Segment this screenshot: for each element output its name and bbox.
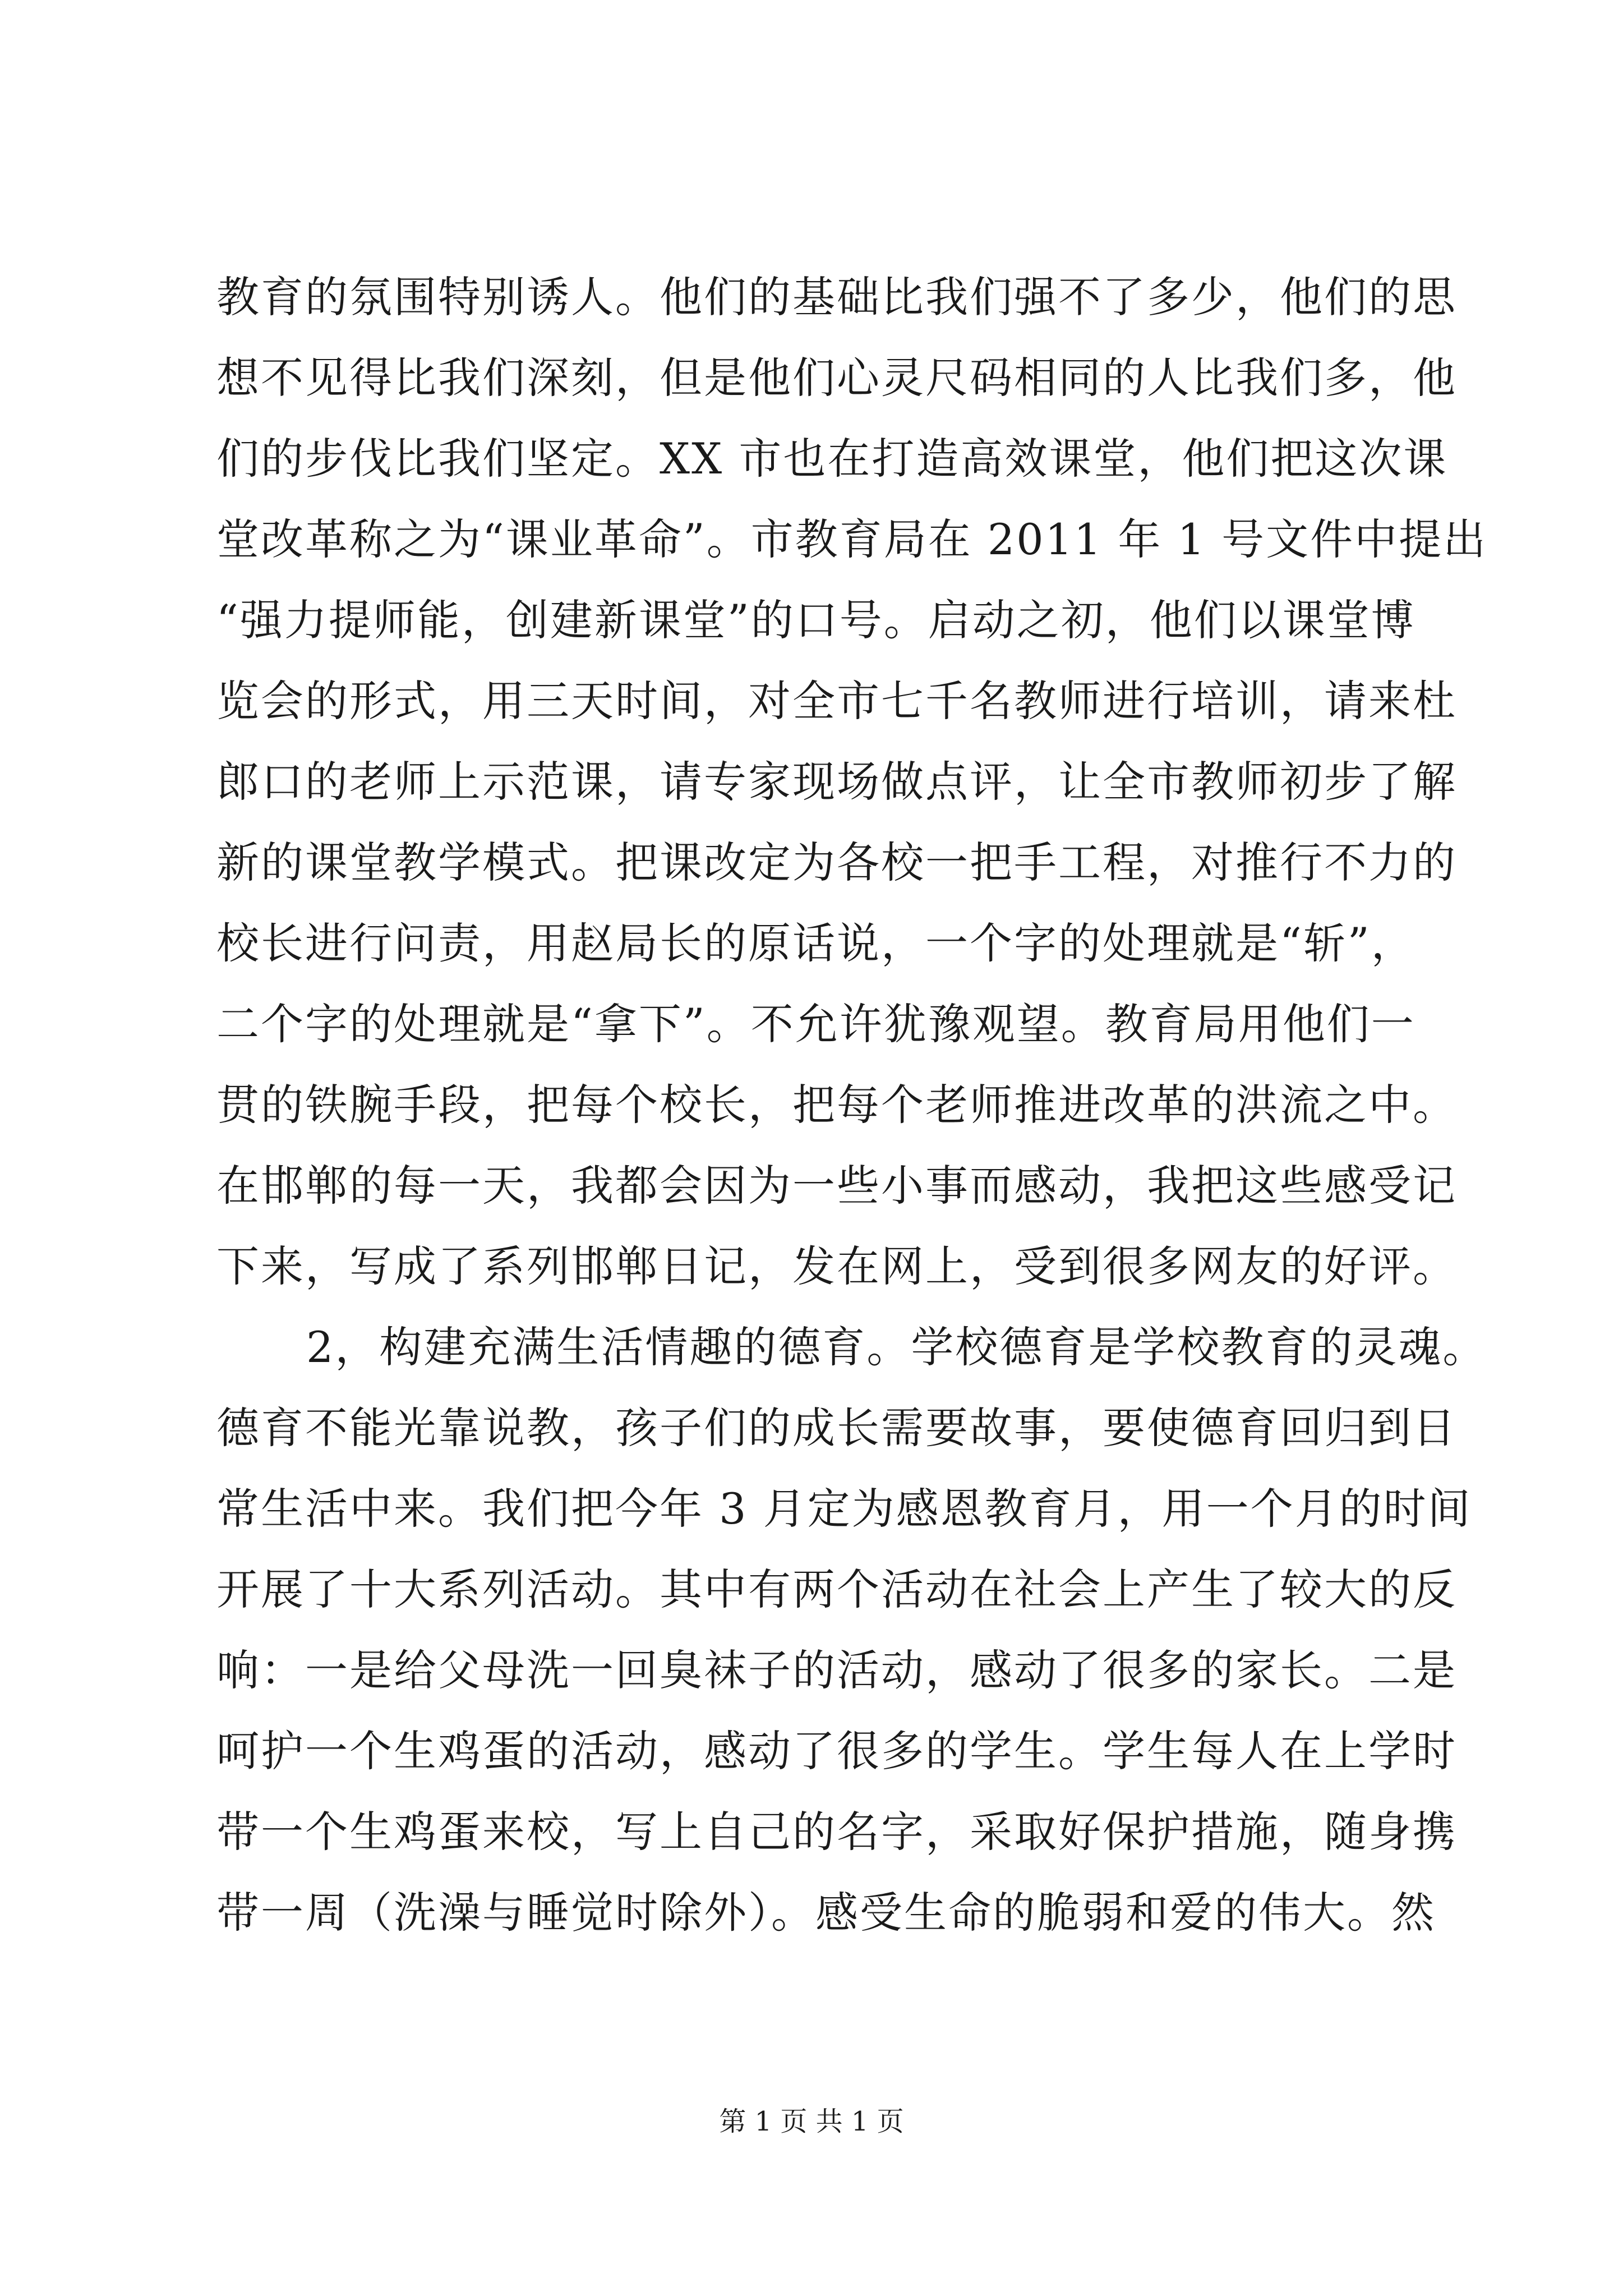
page-footer: 第 1 页 共 1 页 (719, 2106, 904, 2137)
paragraph-2-line-7: 带一个生鸡蛋来校，写上自己的名字，采取好保护措施，随身携 (216, 1807, 1457, 1857)
paragraph-1-line-12: 在邯郸的每一天，我都会因为一些小事而感动，我把这些感受记 (216, 1161, 1457, 1211)
paragraph-1-line-4: 堂改革称之为“课业革命”。市教育局在 2011 年 1 号文件中提出 (216, 514, 1488, 564)
paragraph-1-line-2: 想不见得比我们深刻，但是他们心灵尺码相同的人比我们多，他 (216, 353, 1457, 403)
paragraph-1-line-5: “强力提师能，创建新课堂”的口号。启动之初，他们以课堂博 (216, 595, 1415, 645)
paragraph-2-line-1: 2，构建充满生活情趣的德育。学校德育是学校教育的灵魂。 (306, 1322, 1487, 1372)
paragraph-1-line-11: 贯的铁腕手段，把每个校长，把每个老师推进改革的洪流之中。 (216, 1080, 1457, 1130)
paragraph-1-line-8: 新的课堂教学模式。把课改定为各校一把手工程，对推行不力的 (216, 838, 1457, 887)
paragraph-1-line-3: 们的步伐比我们坚定。XX 市也在打造高效课堂，他们把这次课 (216, 434, 1448, 484)
paragraph-1-line-9: 校长进行问责，用赵局长的原话说，一个字的处理就是“斩”， (216, 918, 1415, 968)
paragraph-2-line-4: 开展了十大系列活动。其中有两个活动在社会上产生了较大的反 (216, 1565, 1457, 1614)
paragraph-2-line-2: 德育不能光靠说教，孩子们的成长需要故事，要使德育回归到日 (216, 1403, 1457, 1453)
paragraph-2-line-5: 响：一是给父母洗一回臭袜子的活动，感动了很多的家长。二是 (216, 1645, 1457, 1695)
paragraph-1-line-10: 二个字的处理就是“拿下”。不允许犹豫观望。教育局用他们一 (216, 999, 1415, 1049)
paragraph-2-line-3: 常生活中来。我们把今年 3 月定为感恩教育月，用一个月的时间 (216, 1484, 1472, 1534)
paragraph-1-line-13: 下来，写成了系列邯郸日记，发在网上，受到很多网友的好评。 (216, 1241, 1457, 1291)
paragraph-2-line-6: 呵护一个生鸡蛋的活动，感动了很多的学生。学生每人在上学时 (216, 1726, 1457, 1776)
paragraph-2-line-8: 带一周（洗澡与睡觉时除外）。感受生命的脆弱和爱的伟大。然 (216, 1888, 1436, 1938)
paragraph-1-line-7: 郎口的老师上示范课，请专家现场做点评，让全市教师初步了解 (216, 757, 1457, 807)
paragraph-1-line-6: 览会的形式，用三天时间，对全市七千名教师进行培训，请来杜 (216, 676, 1457, 726)
paragraph-1-line-1: 教育的氛围特别诱人。他们的基础比我们强不了多少，他们的思 (216, 272, 1457, 322)
